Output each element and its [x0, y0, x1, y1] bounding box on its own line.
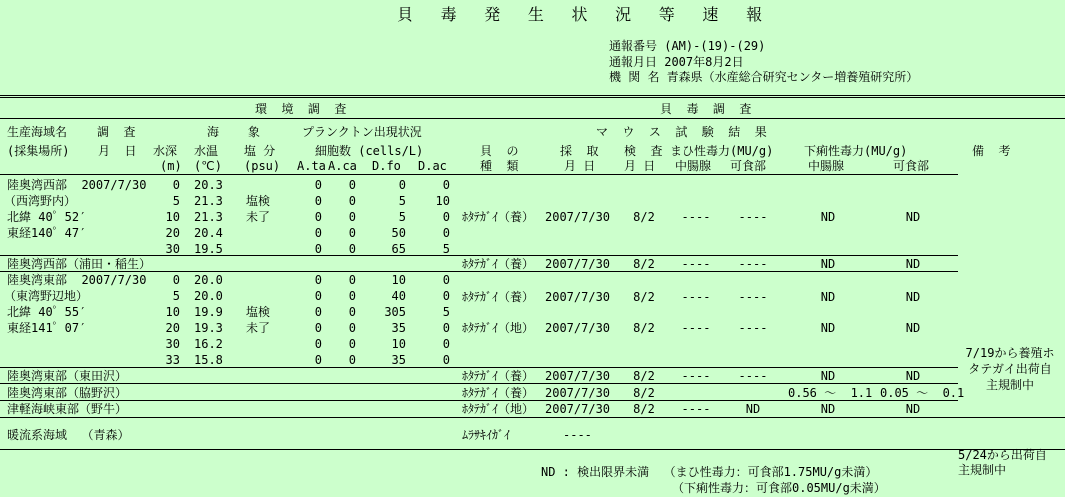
- psp-edible-cell: ----: [738, 210, 768, 224]
- west-longitude: 東経140゜47′: [7, 226, 87, 240]
- inspect-date-cell: 8/2: [633, 385, 655, 400]
- inspect-date-header: 月 日: [624, 159, 656, 173]
- dsp-gland-cell: ND: [820, 257, 836, 271]
- report-number: 通報番号 (AM)-(19)-(29): [609, 39, 766, 53]
- psp-header: まひ性毒力(MU/g): [670, 144, 774, 158]
- dsp-gland-cell: ND: [820, 369, 836, 383]
- row-rule: [0, 271, 958, 272]
- dfo-cell: 40: [391, 289, 406, 303]
- depth-cell: 5: [172, 289, 180, 303]
- aca-cell: 0: [348, 194, 356, 208]
- east-area-date: 陸奥湾東部 2007/7/30: [7, 273, 147, 287]
- report-date: 通報月日 2007年8月2日: [609, 55, 744, 69]
- row-rule: [0, 367, 958, 368]
- depth-cell: 20: [165, 226, 180, 240]
- dsp-gland-header: 中腸腺: [808, 159, 845, 173]
- west-area-date: 陸奥湾西部 2007/7/30: [7, 178, 147, 192]
- temp-cell: 15.8: [194, 353, 223, 367]
- header-rule: [0, 118, 1065, 119]
- dfo-cell: 65: [391, 242, 406, 256]
- east-site: （東湾野辺地）: [4, 289, 89, 303]
- row-rule: [0, 417, 1065, 418]
- dsp-gland-cell: ND: [820, 290, 836, 304]
- psp-gland-cell: ----: [681, 210, 711, 224]
- site-header: (採集場所): [7, 144, 70, 158]
- ata-cell: 0: [314, 194, 322, 208]
- dac-cell: 0: [442, 353, 450, 367]
- temp-cell: 19.3: [194, 321, 223, 335]
- aca-cell: 0: [348, 226, 356, 240]
- sampling-date-cell: 2007/7/30: [545, 290, 611, 304]
- depth-cell: 20: [165, 321, 180, 335]
- inspect-date-cell: 8/2: [633, 257, 655, 271]
- ata-cell: 0: [314, 178, 322, 192]
- dsp-gland-cell: ND: [820, 210, 836, 224]
- dsp-gland-cell: 0.56 ～ 1.1: [788, 385, 873, 400]
- area-label: 陸奥湾東部（脇野沢）: [7, 385, 128, 400]
- row-rule: [0, 400, 958, 401]
- row-rule: [0, 383, 958, 384]
- depth-cell: 0: [172, 178, 180, 192]
- depth-cell: 30: [165, 337, 180, 351]
- psp-gland-cell: ----: [681, 290, 711, 304]
- east-latitude: 北緯 40゜55′: [7, 305, 87, 319]
- inspect-header: 検 査: [624, 144, 663, 158]
- survey-header: 調 査: [97, 125, 136, 139]
- dfo-cell: 5: [398, 194, 406, 208]
- salinity-cell: 未了: [246, 210, 271, 224]
- aca-cell: 0: [348, 289, 356, 303]
- env-survey-header: 環 境 調 査: [255, 102, 347, 116]
- dac-cell: 5: [442, 305, 450, 319]
- ata-cell: 0: [314, 321, 322, 335]
- dsp-edible-cell: ND: [905, 369, 921, 383]
- temp-cell: 16.2: [194, 337, 223, 351]
- temp-cell: 20.4: [194, 226, 223, 240]
- inspect-date-cell: 8/2: [633, 321, 655, 335]
- ata-cell: 0: [314, 353, 322, 367]
- warm-date: ----: [563, 428, 592, 442]
- remarks-east: 7/19から養殖ホ タテガイ出荷自 主規制中: [965, 346, 1055, 392]
- psp-edible-cell: ----: [738, 321, 768, 335]
- salinity-header: 塩 分: [244, 144, 276, 158]
- dsp-edible-header: 可食部: [893, 159, 930, 173]
- psp-edible-cell: ----: [738, 369, 768, 383]
- aca-cell: 0: [348, 273, 356, 287]
- sampling-header: 採 取: [560, 144, 599, 158]
- aca-cell: 0: [348, 305, 356, 319]
- plankton-header: プランクトン出現状況: [302, 125, 422, 139]
- dsp-edible-cell: ND: [905, 402, 921, 416]
- ata-cell: 0: [314, 305, 322, 319]
- temp-header: 水温: [194, 144, 219, 158]
- psp-edible-header: 可食部: [730, 159, 767, 173]
- species-cell: ﾎﾀﾃｶﾞｲ（地）: [462, 321, 535, 335]
- shellfish-header: 貝 の: [480, 144, 519, 158]
- dac-cell: 0: [442, 321, 450, 335]
- species-cell: ﾎﾀﾃｶﾞｲ（養）: [462, 257, 535, 271]
- species-cell: ﾎﾀﾃｶﾞｲ（養）: [462, 369, 535, 383]
- east-longitude: 東経141゜07′: [7, 321, 87, 335]
- dfo-cell: 10: [391, 273, 406, 287]
- psp-edible-cell: ND: [745, 402, 761, 416]
- species-header: 種 類: [480, 159, 519, 173]
- ata-cell: 0: [314, 273, 322, 287]
- dsp-gland-cell: ND: [820, 402, 836, 416]
- dfo-cell: 305: [384, 305, 406, 319]
- mouse-test-header: マ ウ ス 試 験 結 果: [596, 125, 767, 139]
- dac-cell: 10: [435, 194, 450, 208]
- depth-cell: 5: [172, 194, 180, 208]
- species-cell: ﾎﾀﾃｶﾞｲ（養）: [462, 385, 535, 400]
- dac-cell: 0: [442, 178, 450, 192]
- footnote-nd: ND : 検出限界未満 （まひ性毒力：可食部1.75MU/g未満）: [541, 465, 878, 479]
- psp-edible-cell: ----: [738, 257, 768, 271]
- sampling-date-cell: 2007/7/30: [545, 385, 611, 400]
- sampling-date-cell: 2007/7/30: [545, 321, 611, 335]
- salinity-cell: 未了: [246, 321, 271, 335]
- depth-cell: 33: [165, 353, 180, 367]
- aca-cell: 0: [348, 321, 356, 335]
- dsp-gland-cell: ND: [820, 321, 836, 335]
- monthday-header: 月 日: [98, 144, 137, 158]
- depth-cell: 10: [165, 210, 180, 224]
- salinity-unit: (psu): [244, 159, 281, 173]
- aca-cell: 0: [348, 337, 356, 351]
- ata-cell: 0: [314, 289, 322, 303]
- dac-cell: 0: [442, 210, 450, 224]
- sampling-date-cell: 2007/7/30: [545, 402, 611, 416]
- sampling-date-cell: 2007/7/30: [545, 257, 611, 271]
- area-header: 生産海域名: [7, 125, 68, 139]
- aca-cell: 0: [348, 242, 356, 256]
- dfo-cell: 50: [391, 226, 406, 240]
- sea-header: 海 象: [207, 125, 260, 139]
- inspect-date-cell: 8/2: [633, 402, 655, 416]
- sampling-date-header: 月 日: [564, 159, 596, 173]
- dfo-cell: 5: [398, 210, 406, 224]
- west-latitude: 北緯 40゜52′: [7, 210, 87, 224]
- temp-cell: 21.3: [194, 194, 223, 208]
- sampling-date-cell: 2007/7/30: [545, 210, 611, 224]
- depth-unit: (m): [160, 159, 182, 173]
- temp-cell: 20.3: [194, 178, 223, 192]
- header-top-rule: [0, 95, 1065, 98]
- psp-gland-cell: ----: [681, 369, 711, 383]
- depth-cell: 30: [165, 242, 180, 256]
- dac-cell: 0: [442, 273, 450, 287]
- aca-cell: 0: [348, 210, 356, 224]
- dsp-edible-cell: ND: [905, 257, 921, 271]
- dac-cell: 5: [442, 242, 450, 256]
- temp-cell: 19.9: [194, 305, 223, 319]
- dfo-header: D.fo: [372, 159, 401, 173]
- header-bottom-rule: [0, 174, 958, 175]
- dsp-edible-cell: ND: [905, 290, 921, 304]
- dfo-cell: 35: [391, 353, 406, 367]
- psp-gland-cell: ----: [681, 257, 711, 271]
- ata-cell: 0: [314, 226, 322, 240]
- dfo-cell: 10: [391, 337, 406, 351]
- shell-survey-header: 貝 毒 調 査: [660, 102, 752, 116]
- species-cell: ﾎﾀﾃｶﾞｲ（地）: [462, 402, 535, 416]
- footnote-dsp: （下痢性毒力：可食部0.05MU/g未満）: [672, 481, 886, 495]
- depth-header: 水深: [153, 144, 178, 158]
- ata-cell: 0: [314, 210, 322, 224]
- dsp-header: 下痢性毒力(MU/g): [804, 144, 908, 158]
- remarks-warm: 5/24から出荷自 主規制中: [958, 448, 1047, 477]
- report-agency: 機 関 名 青森県（水産総合研究センター増養殖研究所）: [609, 70, 919, 84]
- inspect-date-cell: 8/2: [633, 290, 655, 304]
- aca-cell: 0: [348, 178, 356, 192]
- species-cell: ﾎﾀﾃｶﾞｲ（養）: [462, 210, 535, 224]
- aca-cell: 0: [348, 353, 356, 367]
- depth-cell: 10: [165, 305, 180, 319]
- table-bottom-rule: [0, 449, 1065, 450]
- ata-cell: 0: [314, 242, 322, 256]
- salinity-cell: 塩検: [246, 194, 271, 208]
- inspect-date-cell: 8/2: [633, 210, 655, 224]
- warm-species: ﾑﾗｻｷｲｶﾞｲ: [462, 428, 511, 442]
- ata-header: A.ta: [297, 159, 326, 173]
- depth-cell: 0: [172, 273, 180, 287]
- cells-header: 細胞数 (cells/L): [315, 144, 424, 158]
- temp-cell: 19.5: [194, 242, 223, 256]
- ata-cell: 0: [314, 337, 322, 351]
- temp-cell: 20.0: [194, 289, 223, 303]
- temp-unit: (℃): [194, 159, 222, 173]
- dac-cell: 0: [442, 289, 450, 303]
- dac-cell: 0: [442, 337, 450, 351]
- row-rule: [0, 255, 958, 256]
- salinity-cell: 塩検: [246, 305, 271, 319]
- warm-area-label: 暖流系海域 （青森）: [7, 428, 130, 442]
- dsp-edible-cell: ND: [905, 210, 921, 224]
- dfo-cell: 0: [398, 178, 406, 192]
- dac-header: D.ac: [418, 159, 447, 173]
- west2-label: 陸奥湾西部（浦田・稲生）: [7, 257, 152, 271]
- dsp-edible-cell: ND: [905, 321, 921, 335]
- sampling-date-cell: 2007/7/30: [545, 369, 611, 383]
- psp-gland-cell: ----: [681, 402, 711, 416]
- area-label: 津軽海峡東部（野牛）: [7, 402, 128, 416]
- temp-cell: 20.0: [194, 273, 223, 287]
- temp-cell: 21.3: [194, 210, 223, 224]
- area-label: 陸奥湾東部（東田沢）: [7, 369, 128, 383]
- remarks-header: 備 考: [972, 144, 1011, 158]
- west-site: （西湾野内）: [4, 194, 77, 208]
- psp-gland-header: 中腸腺: [675, 159, 712, 173]
- dac-cell: 0: [442, 226, 450, 240]
- aca-header: A.ca: [328, 159, 357, 173]
- species-cell: ﾎﾀﾃｶﾞｲ（養）: [462, 290, 535, 304]
- psp-gland-cell: ----: [681, 321, 711, 335]
- inspect-date-cell: 8/2: [633, 369, 655, 383]
- dsp-edible-cell: 0.05 ～ 0.1: [880, 385, 965, 400]
- dfo-cell: 35: [391, 321, 406, 335]
- page-title: 貝 毒 発 生 状 況 等 速 報: [397, 5, 772, 24]
- psp-edible-cell: ----: [738, 290, 768, 304]
